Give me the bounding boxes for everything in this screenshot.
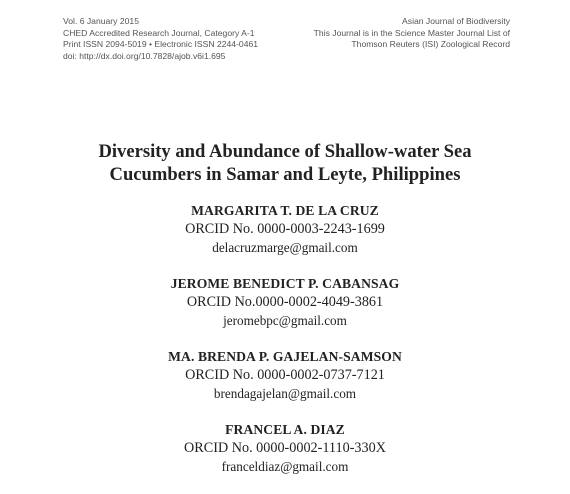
author-orcid: ORCID No.0000-0002-4049-3861 [186, 294, 384, 310]
paper-title [0, 141, 570, 186]
doi: doi: http://dx.doi.org/10.7828/ajob.v6i1.695 [63, 50, 226, 61]
title-line-1: Diversity and Abundance of Shallow-water Sea [98, 141, 472, 162]
indexing-note: This Journal is in the Science Master Journal List of [313, 27, 510, 38]
journal-name: Asian Journal of Biodiversity [402, 16, 510, 26]
volume-date: Vol. 6 January 2015 [63, 16, 139, 26]
author-email: brendagajelan@gmail.com [213, 385, 357, 401]
accreditation: CHED Accredited Research Journal, Category A-1 [63, 27, 255, 38]
author-name: JEROME BENEDICT P. CABANSAG [170, 276, 400, 291]
author-name: MARGARITA T. DE LA CRUZ [191, 203, 379, 218]
author-orcid: ORCID No. 0000-0002-0737-7121 [185, 367, 385, 383]
author-name: FRANCEL A. DIAZ [225, 422, 345, 437]
author-name: MA. BRENDA P. GAJELAN-SAMSON [168, 349, 402, 364]
author-orcid: ORCID No. 0000-0002-1110-330X [184, 440, 386, 456]
author-email: franceldiaz@gmail.com [221, 458, 349, 474]
author-orcid: ORCID No. 0000-0003-2243-1699 [185, 221, 385, 237]
issn: Print ISSN 2094-5019 • Electronic ISSN 2244-0461 [63, 39, 259, 50]
author-block [0, 202, 570, 275]
title-line-2: Cucumbers in Samar and Leyte, Philippines [109, 163, 461, 185]
journal-info-left [63, 16, 258, 62]
author-block [0, 275, 570, 348]
journal-info-right [314, 16, 510, 51]
author-block [0, 348, 570, 421]
author-email: delacruzmarge@gmail.com [212, 239, 358, 255]
author-list [0, 202, 570, 494]
author-email: jeromebpc@gmail.com [223, 312, 347, 328]
indexing-source: Thomson Reuters (ISI) Zoological Record [351, 39, 510, 50]
author-block [0, 421, 570, 494]
